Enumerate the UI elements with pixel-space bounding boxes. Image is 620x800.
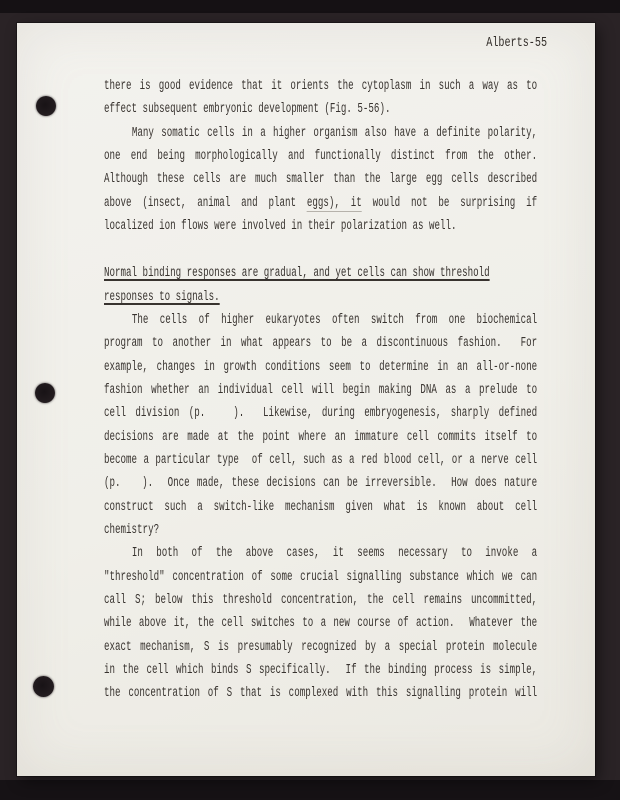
text-line: the concentration of S that is complexed with this signalling protein will	[104, 686, 538, 702]
text-line: Normal binding responses are gradual, and yet cells can show threshold	[104, 266, 490, 282]
text-line: program to another in what appears to be a discontinuous fashion. For	[104, 336, 538, 352]
text-line: above (insect, animal and plant eggs), it would not be surprising if	[104, 195, 538, 211]
text-line: call S; below this threshold concentration, the cell remains uncommitted,	[104, 593, 538, 609]
page-number-label: Alberts-55	[486, 36, 547, 51]
text-line: cell division (p. ). Likewise, during embryogenesis, sharply defined	[104, 406, 538, 422]
scan-strip-bottom	[0, 780, 620, 800]
text-line: become a particular type of cell, such as a red blood cell, or a nerve cell	[104, 452, 538, 468]
text-line: construct such a switch-like mechanism given what is known about cell	[104, 499, 538, 515]
document-page	[17, 23, 595, 776]
hole-punch-icon	[36, 96, 56, 116]
text-line: fashion whether an individual cell will begin making DNA as a prelude to	[104, 382, 538, 398]
text-line: "threshold" concentration of some crucial signalling substance which we can	[104, 569, 538, 585]
text-line: responses to signals.	[104, 289, 220, 305]
document-body	[17, 75, 595, 706]
text-line: effect subsequent embryonic development (Fig. 5-56).	[104, 102, 391, 118]
text-line: one end being morphologically and functionally distinct from the other.	[104, 149, 538, 165]
text-line: chemistry?	[104, 522, 160, 538]
scan-strip-top	[0, 0, 620, 13]
page-header	[17, 36, 547, 52]
text-line: The cells of higher eukaryotes often switch from one biochemical	[131, 312, 538, 328]
text-line: while above it, the cell switches to a new course of action. Whatever the	[104, 616, 538, 632]
text-line: (p. ). Once made, these decisions can be irreversible. How does nature	[104, 476, 538, 492]
text-line: localized ion flows were involved in their polarization as well.	[104, 219, 457, 235]
text-line: Although these cells are much smaller than the large egg cells described	[104, 172, 538, 188]
text-line: Many somatic cells in a higher organism also have a definite polarity,	[131, 125, 538, 141]
pencil-underline-mark: eggs), it	[306, 195, 362, 211]
text-line: in the cell which binds S specifically. If the binding process is simple,	[104, 663, 538, 679]
text-line: decisions are made at the point where an immature cell commits itself to	[104, 429, 538, 445]
text-line: In both of the above cases, it seems necessary to invoke a	[131, 546, 538, 562]
hole-punch-icon	[33, 676, 54, 697]
hole-punch-icon	[35, 383, 55, 403]
text-line: exact mechanism, S is presumably recognized by a special protein molecule	[104, 639, 538, 655]
text-line: there is good evidence that it orients the cytoplasm in such a way as to	[104, 79, 538, 94]
text-line: example, changes in growth conditions seem to determine in an all-or-none	[104, 359, 538, 375]
